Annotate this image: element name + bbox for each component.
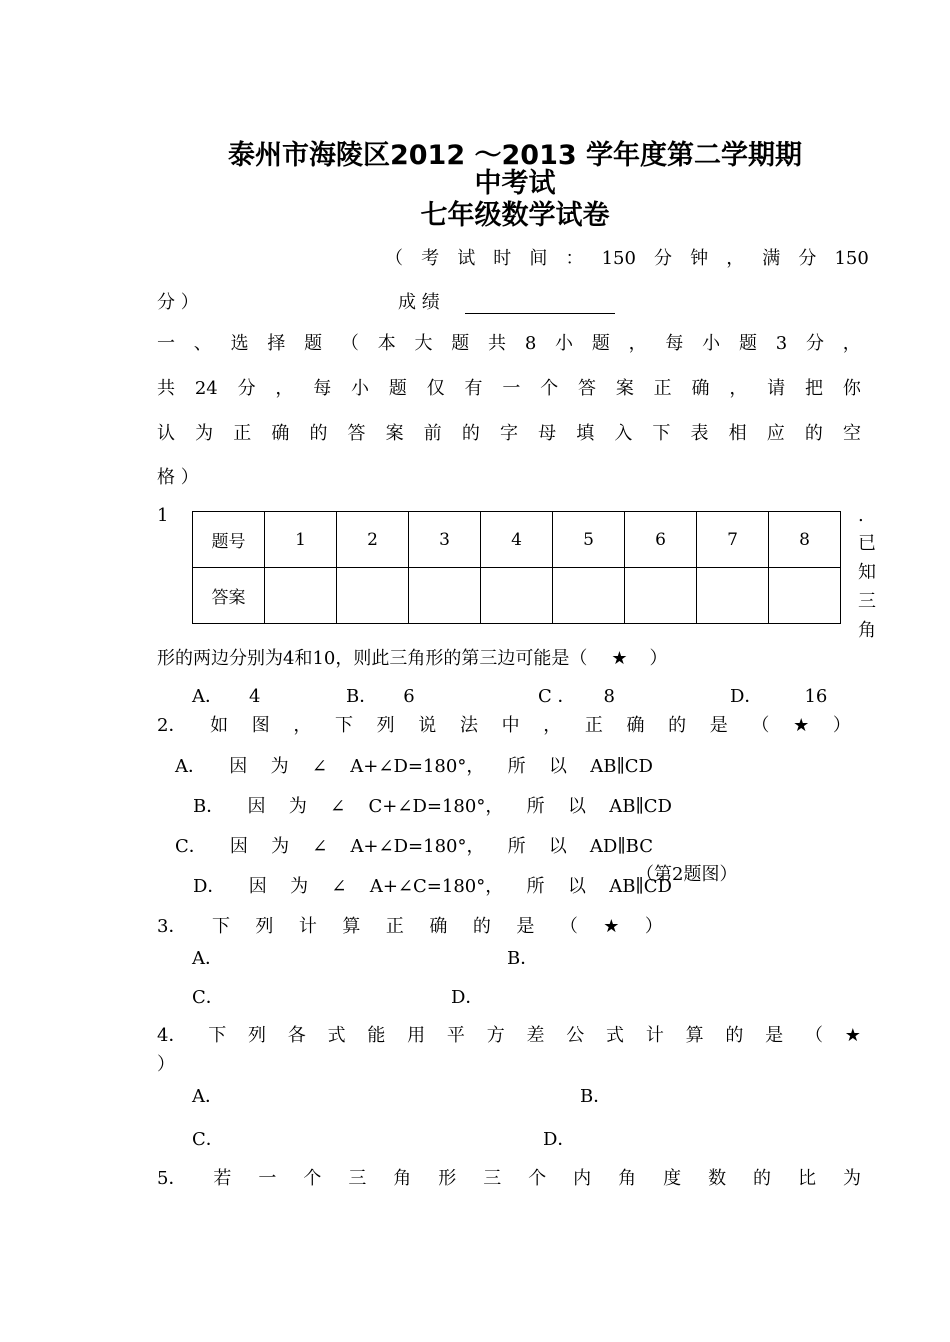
question-token: 各: [287, 1025, 306, 1046]
option-token: ∠: [311, 756, 327, 777]
instruction-token: 本: [377, 333, 396, 354]
star-icon: ★: [793, 715, 810, 736]
q3-option-b: B．: [507, 948, 539, 969]
option-token: 所: [507, 756, 526, 777]
option-token: A．: [175, 756, 206, 777]
star-icon: ★: [844, 1025, 861, 1046]
option-token: AB∥CD: [609, 876, 672, 897]
star-icon: ★: [611, 648, 628, 669]
question-token: 下: [335, 715, 354, 736]
option-label: C ．: [538, 686, 576, 707]
q2-option-b: [193, 796, 672, 818]
question-number-cell: 4: [481, 512, 553, 568]
option-value: 6: [403, 686, 415, 707]
table-answer-label: 答案: [193, 568, 265, 624]
q4-option-b: B．: [580, 1086, 612, 1107]
question-token: 列: [376, 715, 395, 736]
instruction-token: 共: [488, 333, 507, 354]
q1-stem: [157, 648, 668, 670]
instruction-token: 、: [193, 333, 212, 354]
instruction-token: 大: [414, 333, 433, 354]
question-token: 下: [208, 1025, 227, 1046]
exam-info-token: 分: [798, 248, 817, 269]
score-label: [398, 292, 615, 314]
option-token: 所: [507, 836, 526, 857]
q4-option-c: C．: [192, 1129, 224, 1150]
question-token: 度: [663, 1168, 682, 1189]
option-token: 为: [288, 796, 307, 817]
instruction-token: 确: [691, 378, 710, 399]
score-label-text: 成 绩: [398, 292, 440, 313]
exam-info-token: ，: [726, 248, 745, 269]
q1-option-c: [538, 686, 615, 708]
option-token: 以: [567, 876, 586, 897]
instruction-token: 分: [237, 378, 256, 399]
q4-option-d: D．: [543, 1129, 576, 1150]
question-token: （: [751, 715, 770, 736]
question-token: 形: [438, 1168, 457, 1189]
instruction-token: 小: [555, 333, 574, 354]
question-token: 若: [213, 1168, 232, 1189]
instruction-token: 择: [267, 333, 286, 354]
question-token: 的: [472, 916, 491, 937]
question-token: 比: [798, 1168, 817, 1189]
option-token: ∠: [312, 836, 328, 857]
question-number-cell: 5: [553, 512, 625, 568]
section1-instructions-line1: [157, 333, 861, 355]
option-token: ∠: [330, 796, 346, 817]
instruction-token: 答: [578, 378, 597, 399]
q2-option-c: [175, 836, 653, 858]
score-blank[interactable]: [465, 295, 615, 314]
q1-number: 1: [157, 505, 169, 526]
q1-side-char: .: [858, 505, 864, 526]
question-number-cell: 7: [697, 512, 769, 568]
instruction-token: 填: [576, 423, 595, 444]
instruction-token: 案: [615, 378, 634, 399]
instruction-token: 正: [233, 423, 252, 444]
table-header-label: 题号: [193, 512, 265, 568]
exam-title-line1: 泰州市海陵区2012 ～2013 学年度第二学期期: [227, 140, 803, 171]
option-token: 为: [290, 876, 309, 897]
instruction-token: 案: [385, 423, 404, 444]
section1-instructions-line2: [157, 378, 861, 400]
question-token: 方: [486, 1025, 505, 1046]
section1-instructions-line3: [157, 423, 861, 445]
option-value: 8: [603, 686, 615, 707]
instruction-token: 3: [775, 333, 788, 354]
question-number-cell: 1: [265, 512, 337, 568]
instruction-token: 为: [195, 423, 214, 444]
instruction-token: 应: [766, 423, 785, 444]
question-token: 能: [367, 1025, 386, 1046]
question-number-cell: 2: [337, 512, 409, 568]
question-token: （: [804, 1025, 823, 1046]
instruction-token: ，: [628, 333, 647, 354]
question-token: 算: [342, 916, 361, 937]
instruction-token: 题: [738, 333, 757, 354]
q1-stem-text: 形的两边分别为4和10，则此三角形的第三边可能是（: [157, 648, 588, 669]
question-token: 三: [348, 1168, 367, 1189]
question-token: 角: [393, 1168, 412, 1189]
option-token: A+∠C=180°，: [369, 876, 504, 897]
option-token: 所: [526, 876, 545, 897]
instruction-token: 仅: [426, 378, 445, 399]
question-token: ）: [644, 916, 663, 937]
question-token: ）: [832, 715, 851, 736]
q1-option-b: [346, 686, 415, 708]
q1-side-char: 角: [858, 620, 876, 641]
question-token: 数: [708, 1168, 727, 1189]
instruction-token: 题: [304, 333, 323, 354]
q4-stem: [157, 1025, 861, 1047]
q4-option-a: A．: [192, 1086, 223, 1107]
question-token: 的: [725, 1025, 744, 1046]
question-token: 如: [210, 715, 229, 736]
option-token: 因: [229, 836, 248, 857]
question-token: （: [559, 916, 578, 937]
question-token: 公: [566, 1025, 585, 1046]
exam-subtitle: 七年级数学试卷: [420, 200, 610, 231]
option-label: A．: [192, 686, 223, 707]
option-value: 4: [249, 686, 261, 707]
q2-option-d: [193, 876, 672, 898]
option-token: 为: [270, 756, 289, 777]
instruction-token: 每: [665, 333, 684, 354]
answer-cell[interactable]: [553, 568, 625, 624]
question-token: 是: [765, 1025, 784, 1046]
answer-cell[interactable]: [409, 568, 481, 624]
exam-info-token: 间: [529, 248, 548, 269]
q2-figure-caption: （第2题图）: [636, 864, 738, 885]
answer-cell[interactable]: [769, 568, 841, 624]
exam-info-token: 分: [654, 248, 673, 269]
question-token: 4．: [157, 1025, 187, 1046]
instruction-token: 个: [540, 378, 559, 399]
q4-stem-close: ）: [157, 1054, 175, 1075]
question-token: 个: [528, 1168, 547, 1189]
q2-option-a: [175, 756, 653, 778]
option-token: B．: [193, 796, 225, 817]
option-token: 所: [526, 796, 545, 817]
instruction-token: 的: [804, 423, 823, 444]
question-token: 3．: [157, 916, 187, 937]
answer-cell[interactable]: [337, 568, 409, 624]
q1-side-char: 已: [858, 533, 876, 554]
instruction-token: 共: [157, 378, 175, 399]
answer-table: [192, 511, 841, 624]
exam-info-token: 考: [421, 248, 440, 269]
question-token: 个: [303, 1168, 322, 1189]
answer-cell[interactable]: [625, 568, 697, 624]
instruction-token: 请: [767, 378, 786, 399]
q5-stem: [157, 1168, 861, 1190]
instruction-token: （: [340, 333, 359, 354]
option-token: AB∥CD: [590, 756, 653, 777]
exam-info-token: 150: [601, 248, 636, 269]
answer-table-header-row: [193, 512, 841, 568]
instruction-token: 母: [538, 423, 557, 444]
question-token: 计: [298, 916, 317, 937]
question-token: 三: [483, 1168, 502, 1189]
option-token: ∠: [331, 876, 347, 897]
question-token: 2．: [157, 715, 187, 736]
question-token: 平: [446, 1025, 465, 1046]
instruction-token: ，: [729, 378, 748, 399]
instruction-token: 题: [451, 333, 470, 354]
instruction-token: 空: [842, 423, 861, 444]
exam-time-info-end: 分 ）: [157, 292, 199, 313]
exam-info-token: 150: [834, 248, 869, 269]
question-token: 中: [501, 715, 520, 736]
option-label: D．: [730, 686, 763, 707]
instruction-token: 确: [271, 423, 290, 444]
exam-title-line2: 中考试: [474, 168, 556, 199]
option-token: C．: [175, 836, 207, 857]
question-token: 是: [516, 916, 535, 937]
question-token: 列: [255, 916, 274, 937]
star-icon: ★: [603, 916, 620, 937]
option-token: 以: [548, 756, 567, 777]
option-label: B．: [346, 686, 378, 707]
instruction-token: 一: [157, 333, 175, 354]
question-token: 的: [753, 1168, 772, 1189]
instruction-token: 的: [309, 423, 328, 444]
instruction-token: 小: [351, 378, 370, 399]
instruction-token: 的: [461, 423, 480, 444]
q3-option-d: D．: [451, 987, 484, 1008]
question-token: 计: [645, 1025, 664, 1046]
q1-option-a: [192, 686, 260, 708]
answer-table-answer-row: [193, 568, 841, 624]
q3-option-c: C．: [192, 987, 224, 1008]
q1-side-char: 知: [858, 562, 876, 583]
question-token: 确: [429, 916, 448, 937]
option-token: 因: [229, 756, 248, 777]
question-token: 确: [626, 715, 645, 736]
instruction-token: 你: [842, 378, 861, 399]
exam-info-token: ：: [565, 248, 584, 269]
question-token: 图: [251, 715, 270, 736]
exam-info-token: 钟: [690, 248, 709, 269]
instruction-token: 8: [524, 333, 537, 354]
q1-side-char: 三: [858, 591, 876, 612]
exam-info-token: 试: [457, 248, 476, 269]
q1-option-d: [730, 686, 827, 708]
question-token: 法: [459, 715, 478, 736]
question-number-cell: 6: [625, 512, 697, 568]
instruction-token: ，: [842, 333, 861, 354]
q2-stem: [157, 715, 851, 737]
question-token: 用: [407, 1025, 426, 1046]
instruction-token: 相: [728, 423, 747, 444]
instruction-token: 表: [690, 423, 709, 444]
option-token: AD∥BC: [589, 836, 653, 857]
option-token: 以: [567, 796, 586, 817]
option-value: 16: [804, 686, 828, 707]
question-token: ，: [293, 715, 312, 736]
answer-cell[interactable]: [265, 568, 337, 624]
instruction-token: 正: [653, 378, 672, 399]
question-token: 差: [526, 1025, 545, 1046]
instruction-token: 入: [614, 423, 633, 444]
instruction-token: 有: [464, 378, 483, 399]
instruction-token: 24: [194, 378, 218, 399]
question-token: 为: [842, 1168, 861, 1189]
option-token: AB∥CD: [609, 796, 672, 817]
instruction-token: 字: [499, 423, 518, 444]
question-token: 5．: [157, 1168, 187, 1189]
exam-info-token: 满: [762, 248, 781, 269]
option-token: C+∠D=180°，: [368, 796, 504, 817]
answer-cell[interactable]: [697, 568, 769, 624]
question-token: 下: [211, 916, 230, 937]
exam-info-token: （: [385, 248, 403, 269]
question-token: 正: [584, 715, 603, 736]
q1-stem-close: ）: [649, 648, 668, 669]
instruction-token: 答: [347, 423, 366, 444]
exam-time-info: [385, 248, 869, 270]
option-token: A+∠D=180°，: [350, 756, 485, 777]
instruction-token: ，: [275, 378, 294, 399]
instruction-token: 题: [388, 378, 407, 399]
instruction-token: 选: [230, 333, 249, 354]
question-token: 式: [327, 1025, 346, 1046]
question-token: 内: [573, 1168, 592, 1189]
question-token: 算: [685, 1025, 704, 1046]
option-token: 以: [548, 836, 567, 857]
question-token: 式: [606, 1025, 625, 1046]
question-token: 的: [668, 715, 687, 736]
instruction-token: 小: [702, 333, 721, 354]
option-token: D．: [193, 876, 226, 897]
q3-option-a: A．: [192, 948, 223, 969]
option-token: 因: [247, 796, 266, 817]
instruction-token: 前: [423, 423, 442, 444]
question-number-cell: 3: [409, 512, 481, 568]
instruction-token: 分: [805, 333, 824, 354]
option-token: A+∠D=180°，: [350, 836, 485, 857]
q3-stem: [157, 916, 663, 938]
instruction-token: 下: [652, 423, 671, 444]
exam-info-token: 时: [493, 248, 512, 269]
question-token: 一: [258, 1168, 277, 1189]
section1-instructions-line4: 格 ）: [157, 467, 199, 488]
question-token: 是: [709, 715, 728, 736]
question-token: 列: [248, 1025, 267, 1046]
instruction-token: 每: [313, 378, 332, 399]
option-token: 为: [271, 836, 290, 857]
question-number-cell: 8: [769, 512, 841, 568]
question-token: 正: [385, 916, 404, 937]
option-token: 因: [248, 876, 267, 897]
question-token: 说: [418, 715, 437, 736]
instruction-token: 一: [502, 378, 521, 399]
instruction-token: 题: [591, 333, 610, 354]
question-token: 角: [618, 1168, 637, 1189]
question-token: ，: [543, 715, 562, 736]
instruction-token: 把: [804, 378, 823, 399]
answer-cell[interactable]: [481, 568, 553, 624]
instruction-token: 认: [157, 423, 175, 444]
